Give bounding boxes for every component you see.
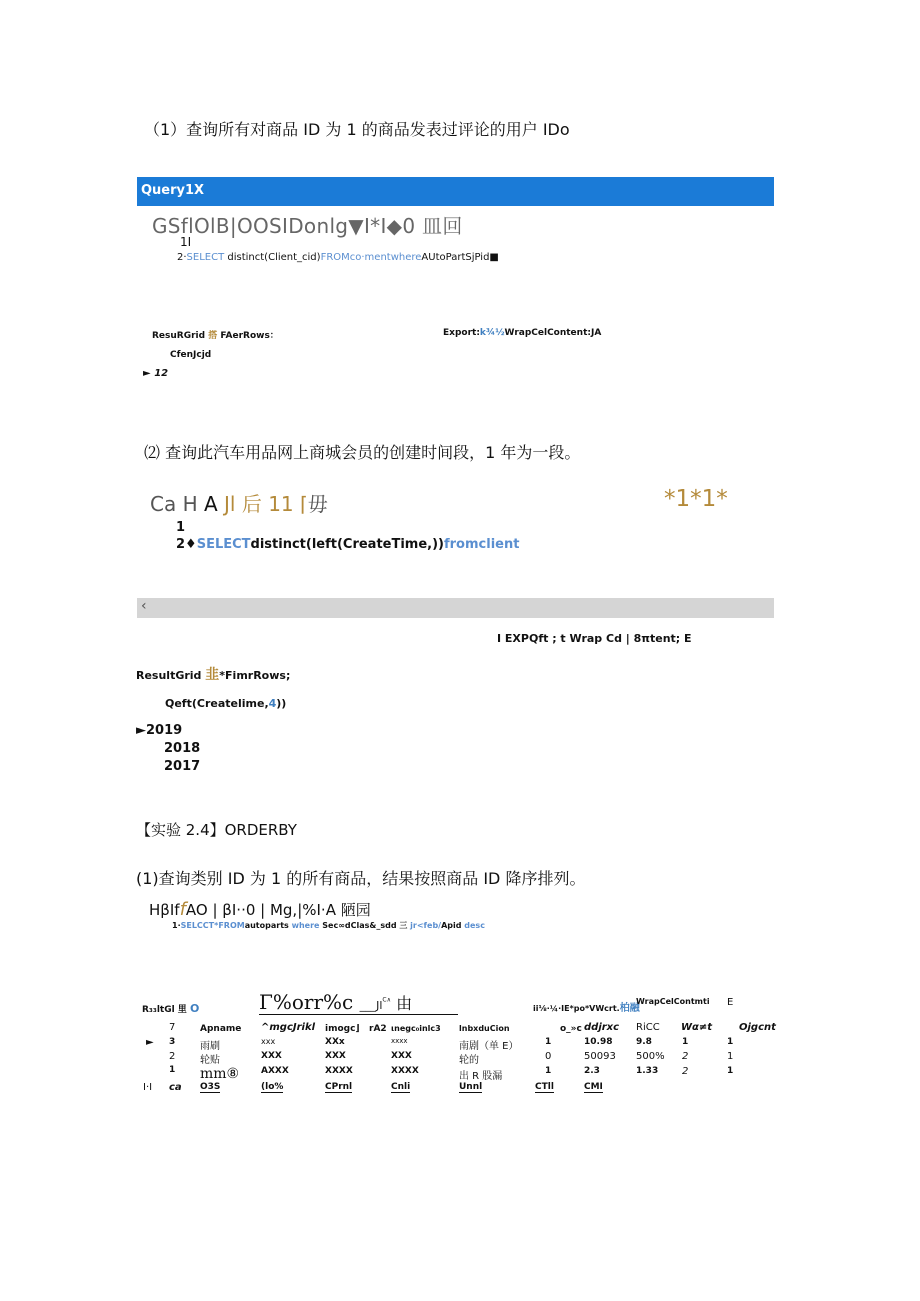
column-header[interactable]: Wα≠t xyxy=(681,1022,713,1033)
cell[interactable]: 10.98 xyxy=(584,1037,613,1047)
toolbar-right-icons[interactable]: *1*1* xyxy=(664,486,728,512)
result-row[interactable] xyxy=(143,368,168,379)
editor-line-2 xyxy=(177,252,499,263)
result-grid-label[interactable]: ResultGrid xyxy=(136,669,202,682)
sql-text: Apid xyxy=(441,921,462,930)
sql-keyword: SELCCT*FROM xyxy=(180,921,245,930)
sql-text: Sec∞dClas&_sdd 三 xyxy=(322,921,408,930)
grid-icon[interactable]: 韭 xyxy=(205,667,220,683)
cell[interactable]: 出 R 股漏 xyxy=(459,1071,503,1082)
cell-value: 12 xyxy=(154,368,169,379)
editor-toolbar[interactable]: GSflOlB|OOSIDonlg▼I*I◆0 皿回 xyxy=(152,214,463,238)
sql-keyword: desc xyxy=(464,921,485,930)
cell[interactable]: xxx xyxy=(261,1037,276,1046)
footer-cell[interactable]: CTll xyxy=(535,1082,554,1092)
column-header[interactable]: 7 xyxy=(169,1022,176,1033)
footer-cell[interactable]: ca xyxy=(169,1082,182,1093)
section1-heading: （1）查询所有对商品 ID 为 1 的商品发表过评论的用户 IDo xyxy=(144,120,570,139)
cell[interactable]: 50093 xyxy=(584,1051,616,1062)
scroll-left-icon[interactable]: ‹ xyxy=(141,598,147,614)
cell[interactable]: 1 xyxy=(727,1037,734,1047)
cell[interactable]: mm⑧ xyxy=(200,1066,240,1082)
export-bar xyxy=(443,328,601,338)
export-icon[interactable]: 柏融 xyxy=(619,1003,640,1014)
sql-keyword: FROMco·mentwhere xyxy=(320,252,422,263)
wrap-content-label[interactable]: WrapCelContent:JA xyxy=(504,328,602,338)
editor-line-3 xyxy=(172,920,485,931)
cell[interactable]: 0 xyxy=(545,1051,552,1062)
editor-toolbar-2 xyxy=(150,488,328,517)
cell[interactable]: 2.3 xyxy=(584,1066,600,1076)
cell[interactable]: 轮贴 xyxy=(200,1055,220,1066)
toolbar-item[interactable]: 11 ⌈ xyxy=(268,492,308,516)
editor-toolbar-3 xyxy=(149,899,371,920)
cell[interactable]: 2 xyxy=(682,1066,689,1077)
filter-rows-label[interactable]: FAerRows： xyxy=(220,331,279,341)
wrap-content-label[interactable]: WrapCelContmti xyxy=(636,997,710,1006)
horizontal-scrollbar[interactable] xyxy=(137,598,774,618)
row-marker-icon: ► xyxy=(136,723,146,738)
result-grid-label[interactable]: R₃₃ltGl 里 xyxy=(142,1005,190,1015)
filter-rows-label[interactable]: *FimrRows; xyxy=(219,669,291,682)
cell[interactable]: XXX xyxy=(391,1051,412,1061)
cell[interactable]: 1 xyxy=(169,1065,176,1075)
cell[interactable]: 雨刷 xyxy=(200,1041,220,1052)
column-header-text: Qeft(Createlime, xyxy=(165,697,269,710)
sql-keyword: where xyxy=(291,921,320,930)
section3-heading: (1)查询类别 ID 为 1 的所有商品，结果按照商品 ID 降序排列。 xyxy=(136,869,586,888)
column-header[interactable]: Apname xyxy=(200,1024,242,1034)
section2-heading: ⑵ 查询此汽车用品网上商城会员的创建时间段，1 年为一段。 xyxy=(144,443,581,462)
table-row[interactable] xyxy=(136,740,200,758)
footer-cell[interactable]: (lo% xyxy=(261,1082,284,1092)
cell[interactable]: 500% xyxy=(636,1051,665,1062)
table-row[interactable] xyxy=(136,758,200,776)
footer-cell[interactable]: Cnli xyxy=(391,1082,411,1092)
cell[interactable]: 1.33 xyxy=(636,1066,659,1076)
sql-text: distinct(Client_cid) xyxy=(227,252,321,263)
export-icon[interactable]: k¾½ xyxy=(479,328,505,338)
cell[interactable]: 1 xyxy=(727,1066,734,1076)
cell[interactable]: AXXX xyxy=(261,1066,289,1076)
toolbar-item[interactable]: Γ%orr%c xyxy=(259,990,354,1014)
sql-keyword: SELECT xyxy=(196,537,251,552)
toolbar-item: C∧ xyxy=(382,996,392,1004)
cell[interactable]: XXX xyxy=(325,1051,346,1061)
column-header[interactable]: RiCC xyxy=(636,1022,660,1033)
cell[interactable]: 9.8 xyxy=(636,1037,652,1047)
export-label[interactable]: Export: xyxy=(443,328,480,338)
export-bar-2[interactable]: I EXPQft ; t Wrap Cd | 8πtent; E xyxy=(497,632,692,645)
cell[interactable]: XXXX xyxy=(325,1066,353,1076)
footer-cell[interactable]: I·I xyxy=(143,1082,153,1093)
query-tab-bar xyxy=(137,177,774,206)
line-number: 2♦ xyxy=(176,537,197,552)
cell-value: 2017 xyxy=(164,759,201,774)
result-grid-bar-2 xyxy=(136,664,290,684)
column-header-2[interactable] xyxy=(165,697,286,710)
query-tab[interactable]: Query1X xyxy=(141,183,205,198)
toolbar-item[interactable]: f xyxy=(179,899,186,920)
sql-text: distinct(left(CreateTime,)) xyxy=(250,537,444,552)
toolbar-item[interactable]: HβIf xyxy=(149,901,180,919)
column-header[interactable]: imogc⌋ xyxy=(325,1024,360,1034)
cell[interactable]: 2 xyxy=(169,1051,176,1062)
grid-icon[interactable]: 搭 xyxy=(208,331,218,341)
result-toolbar-big xyxy=(259,990,458,1015)
cell[interactable]: 1 xyxy=(545,1037,552,1047)
toolbar-item[interactable]: Ca H xyxy=(150,492,204,516)
editor-line-2 xyxy=(176,537,519,552)
column-header[interactable]: CfenJcjd xyxy=(170,350,212,360)
cell[interactable]: 1 xyxy=(682,1037,689,1047)
footer-cell[interactable]: Unnl xyxy=(459,1082,483,1092)
cell[interactable]: XXx xyxy=(325,1037,345,1047)
toolbar-item[interactable]: ___Jl xyxy=(359,999,383,1012)
footer-cell[interactable]: CMI xyxy=(584,1082,603,1092)
experiment-label: 【实验 2.4】ORDERBY xyxy=(136,821,297,839)
sql-keyword: SELECT xyxy=(186,252,225,263)
cell-value: 2019 xyxy=(146,723,183,738)
sql-keyword: jr<feb/ xyxy=(410,921,442,930)
line-number: 2· xyxy=(177,252,187,263)
cell[interactable]: 3 xyxy=(169,1037,176,1047)
cell[interactable]: 南剧（单 E） xyxy=(459,1041,519,1052)
cell[interactable]: XXX xyxy=(261,1051,282,1061)
cell[interactable]: XXXX xyxy=(391,1066,419,1076)
grid-icon[interactable]: O xyxy=(189,1002,200,1015)
toolbar-item[interactable]: A xyxy=(203,492,218,516)
toolbar-item[interactable]: 由 xyxy=(391,994,413,1013)
toolbar-item[interactable]: 毋 xyxy=(307,492,328,516)
footer-cell[interactable]: CPrnl xyxy=(325,1082,353,1092)
column-header-text: 4 xyxy=(268,697,277,710)
cell[interactable]: 轮的 xyxy=(459,1055,479,1066)
result-rows-2 xyxy=(136,722,200,776)
footer-cell[interactable]: O3S xyxy=(200,1082,221,1092)
sql-text: autoparts xyxy=(244,921,289,930)
result-grid-label[interactable]: ResuRGrid xyxy=(152,331,206,341)
editor-line-1: 1 xyxy=(176,520,186,535)
column-header[interactable]: rA2 xyxy=(369,1024,387,1034)
line-number: 1· xyxy=(172,921,181,930)
column-header[interactable]: ιnegc₀inlc3 xyxy=(391,1024,441,1033)
cell-value: 2018 xyxy=(164,741,201,756)
export-bar-3 xyxy=(533,999,640,1014)
column-header-text: )) xyxy=(276,697,287,710)
toolbar-item[interactable]: AO | βI··0 | Mg,|%I·A 陋园 xyxy=(185,901,371,919)
export-e-label[interactable]: E xyxy=(727,997,734,1008)
result-grid-bar-3 xyxy=(142,1002,199,1015)
cell[interactable]: 1 xyxy=(727,1051,734,1062)
column-header[interactable]: o_»c xyxy=(560,1024,582,1034)
row-marker-icon: ► xyxy=(146,1037,154,1048)
toolbar-item[interactable]: Jl 后 xyxy=(217,492,269,516)
row-marker-icon: ► xyxy=(143,368,151,379)
column-header[interactable]: lnbxduCion xyxy=(459,1024,510,1033)
column-header[interactable]: ^mgcJrikl xyxy=(261,1022,316,1033)
cell[interactable]: 1 xyxy=(545,1066,552,1076)
cell[interactable]: xxxx xyxy=(391,1037,408,1045)
sql-text: AUtoPartSjPid■ xyxy=(421,252,499,263)
column-header[interactable]: ddjrxc xyxy=(584,1022,620,1033)
sql-keyword: fromclient xyxy=(443,537,520,552)
column-header[interactable]: Ojgcnt xyxy=(739,1022,776,1033)
result-grid-bar xyxy=(152,328,279,341)
table-row[interactable] xyxy=(136,722,200,740)
editor-line-1: 1I xyxy=(180,235,192,249)
cell[interactable]: 2 xyxy=(682,1051,689,1062)
export-label[interactable]: ii⅛·¼·IE*po*VWcrt. xyxy=(533,1004,620,1013)
